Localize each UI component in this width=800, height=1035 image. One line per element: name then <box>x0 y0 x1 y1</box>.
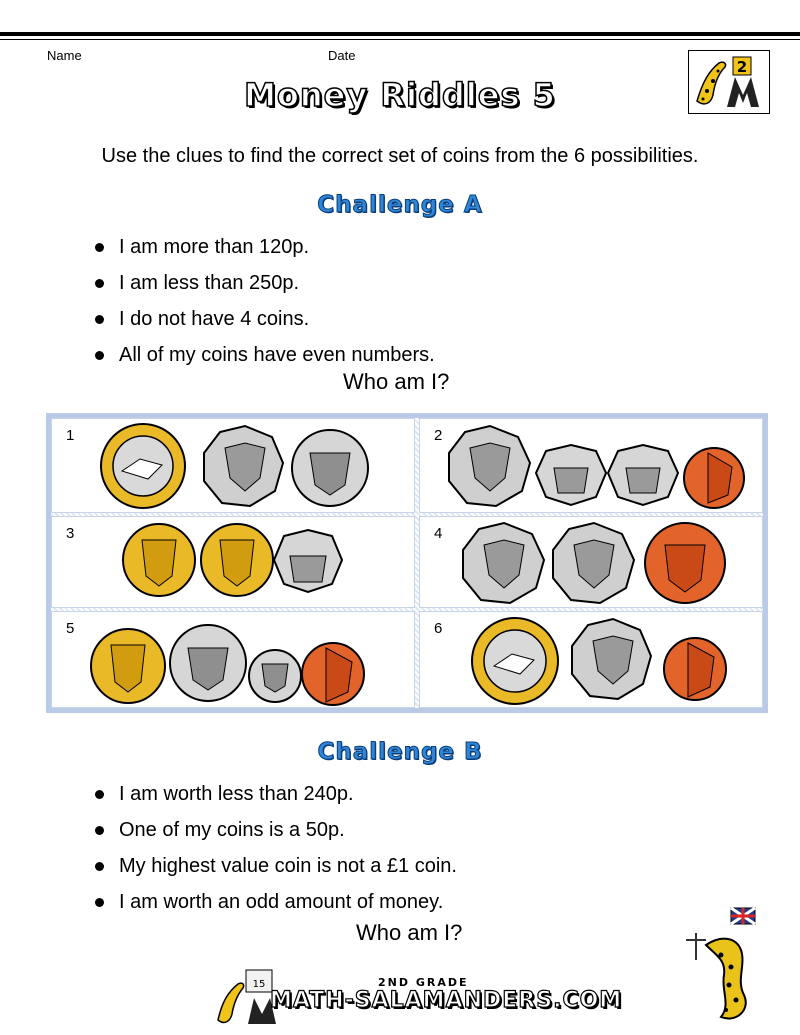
twenty-pence-coin-icon <box>608 445 678 505</box>
date-label: Date <box>328 48 356 63</box>
five-pence-coin-icon <box>249 650 301 702</box>
challenge-b-question: Who am I? <box>356 920 463 945</box>
coins-option-1 <box>100 423 400 509</box>
challenge-a-clues <box>95 229 435 373</box>
clue: I am less than 250p. <box>95 265 435 301</box>
option-number: 3 <box>66 525 75 542</box>
ten-pence-coin-icon <box>292 430 368 506</box>
footer-logo-icon <box>214 968 278 1026</box>
fifty-pence-coin-icon <box>449 426 530 506</box>
clue: I am worth less than 240p. <box>95 776 457 812</box>
one-penny-coin-icon <box>664 638 726 700</box>
fifty-pence-coin-icon <box>463 523 544 603</box>
clue: I am worth an odd amount of money. <box>95 884 457 920</box>
fifty-pence-coin-icon <box>572 619 651 699</box>
option-number: 6 <box>434 620 443 637</box>
footer-grade: 2ND GRADE <box>378 976 469 989</box>
one-penny-coin-icon <box>684 448 744 508</box>
fifty-pence-coin-icon <box>204 426 283 506</box>
option-6[interactable] <box>419 611 763 708</box>
one-pound-coin-icon <box>123 524 195 596</box>
challenge-a-heading: Challenge A <box>317 192 483 218</box>
salamander-mascot-icon <box>676 905 781 1030</box>
option-number: 5 <box>66 620 75 637</box>
clue: One of my coins is a 50p. <box>95 812 457 848</box>
option-5[interactable] <box>51 611 415 708</box>
footer-site-link[interactable]: MATH-SALAMANDERS.COM <box>270 988 623 1013</box>
grade-badge-number: 2 <box>736 58 748 76</box>
top-rule-thin <box>0 39 800 40</box>
calendar-number: 15 <box>252 979 266 990</box>
clue: I am more than 120p. <box>95 229 435 265</box>
coins-option-4 <box>460 520 760 606</box>
clue: All of my coins have even numbers. <box>95 337 435 373</box>
coins-option-5 <box>90 620 400 706</box>
option-number: 2 <box>434 427 443 444</box>
clue: I do not have 4 coins. <box>95 301 435 337</box>
fifty-pence-coin-icon <box>553 523 634 603</box>
clue: My highest value coin is not a £1 coin. <box>95 848 457 884</box>
two-pound-coin-icon <box>101 424 185 508</box>
one-pound-coin-icon <box>91 629 165 703</box>
twenty-pence-coin-icon <box>536 445 606 505</box>
instructions: Use the clues to find the correct set of coins from the 6 possibilities. <box>101 145 699 167</box>
option-4[interactable] <box>419 516 763 608</box>
option-1[interactable] <box>51 418 415 513</box>
options-grid <box>46 413 768 713</box>
two-pence-coin-icon <box>645 523 725 603</box>
option-3[interactable] <box>51 516 415 608</box>
coins-option-2 <box>446 423 756 509</box>
challenge-b-heading: Challenge B <box>317 739 483 765</box>
name-label: Name <box>47 48 82 63</box>
option-number: 4 <box>434 525 443 542</box>
ten-pence-coin-icon <box>170 625 246 701</box>
coins-option-3 <box>122 520 362 606</box>
option-2[interactable] <box>419 418 763 513</box>
coins-option-6 <box>470 614 760 706</box>
top-rule-thick <box>0 32 800 36</box>
two-pound-coin-icon <box>472 618 558 704</box>
twenty-pence-coin-icon <box>274 530 342 592</box>
one-pound-coin-icon <box>201 524 273 596</box>
page-title: Money Riddles 5 <box>244 76 556 114</box>
option-number: 1 <box>66 427 75 444</box>
challenge-b-clues <box>95 776 457 920</box>
challenge-a-question: Who am I? <box>343 369 450 394</box>
one-penny-coin-icon <box>302 643 364 705</box>
